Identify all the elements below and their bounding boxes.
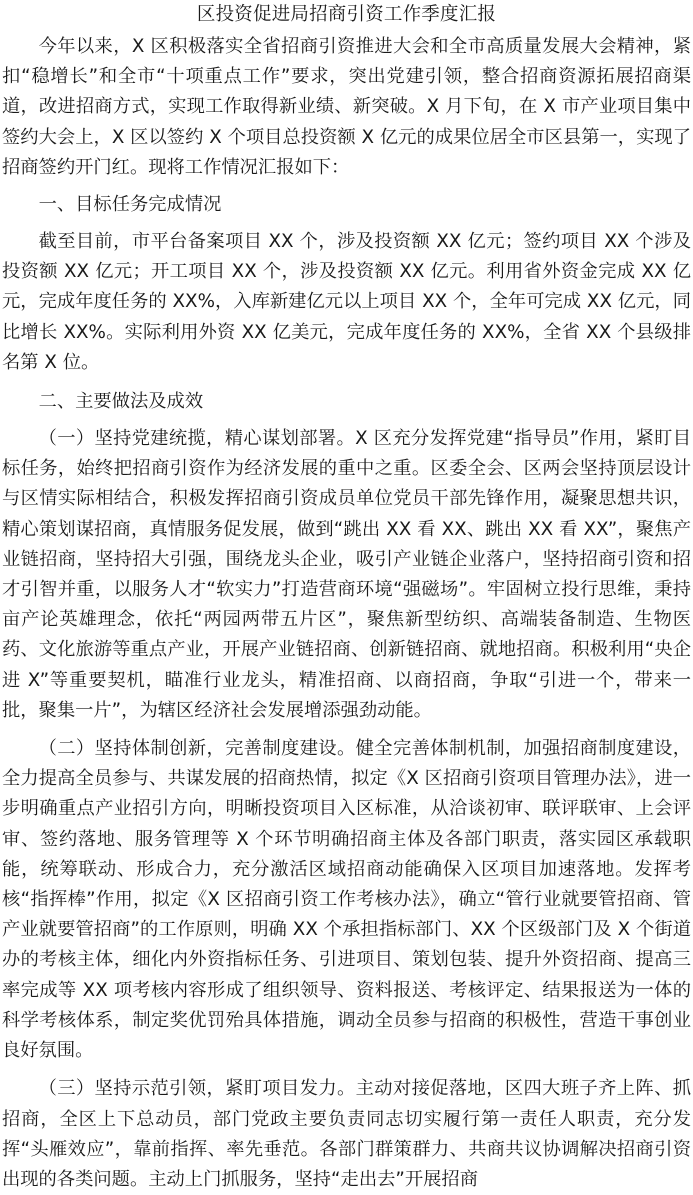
measure-item-institutional-innovation: （二）坚持体制创新，完善制度建设。健全完善体制机制，加强招商制度建设，全力提高全员参与、共谋发展的招商热情，拟定《X 区招商引资项目管理办法》，进一步明确重点产业招引方向，明晰投资项目入区标准，从洽谈初审、联评联审、上会评审、签约落地、服务管理等 X 个环节明确招商主体及各部门职责，落实园区承载职能，统筹联动、形成合力，充分激活区域招商动能确保入区项目加速落地。发挥考核“指挥棒”作用，拟定《X 区招商引资工作考核办法》，确立“管行业就要管招商、管产业就要管招商”的工作原则，明确 XX 个承担指标部门、XX 个区级部门及 X 个街道办的考核主体，细化内外资指标任务、引进项目、策划包装、提升外资招商、提高三率完成等 XX 项考核内容形成了组织领导、资料报送、考核评定、结果报送为一体的科学考核体系，制定奖优罚殆具体措施，调动全员参与招商的积极性，营造干事创业良好氛围。 <box>2 738 691 1062</box>
document-title: 区投资促进局招商引资工作季度汇报 <box>196 4 497 25</box>
section-heading-measures: 二、主要做法及成效 <box>38 391 204 413</box>
section-heading-targets: 一、目标任务完成情况 <box>38 194 222 216</box>
intro-paragraph: 今年以来，X 区积极落实全省招商引资推进大会和全市高质量发展大会精神，紧扣“稳增长”和全市“十项重点工作”要求，突出党建引领，整合招商资源拓展招商渠道，改进招商方式，实现工作取得新业绩、新突破。X 月下旬，在 X 市产业项目集中签约大会上，X 区以签约 X 个项目总投资额 X 亿元的成果位居全市区县第一，实现了招商签约开门红。现将工作情况汇报如下： <box>2 36 691 178</box>
targets-paragraph: 截至目前，市平台备案项目 XX 个，涉及投资额 XX 亿元；签约项目 XX 个涉及投资额 XX 亿元；开工项目 XX 个，涉及投资额 XX 亿元。利用省外资金完成 XX 亿元，完成年度任务的 XX%，入库新建亿元以上项目 XX 个，全年可完成 XX 亿元，同比增长 XX%。实际利用外资 XX 亿美元，完成年度任务的 XX%，全省 XX 个县级排名第 X 位。 <box>2 231 691 373</box>
measure-item-demonstration: （三）坚持示范引领，紧盯项目发力。主动对接促落地，区四大班子齐上阵、抓招商，全区上下总动员，部门党政主要负责同志切实履行第一责任人职责，充分发挥“头雁效应”，靠前指挥、率先垂范。各部门群策群力、共商共议协调解决招商引资出现的各类问题。主动上门抓服务，坚持“走出去”开展招商 <box>2 1078 691 1190</box>
measure-item-party-building: （一）坚持党建统揽，精心谋划部署。X 区充分发挥党建“指导员”作用，紧盯目标任务，始终把招商引资作为经济发展的重中之重。区委全会、区两会坚持顶层设计与区情实际相结合，积极发挥招商引资成员单位党员干部先锋作用，凝聚思想共识，精心策划谋招商，真情服务促发展，做到“跳出 XX 看 XX、跳出 XX 看 XX”，聚焦产业链招商，坚持招大引强，围绕龙头企业，吸引产业链企业落户，坚持招商引资和招才引智并重，以服务人才“软实力”打造营商环境“强磁场”。牢固树立投行思维，秉持亩产论英雄理念，依托“两园两带五片区”，聚焦新型纺织、高端装备制造、生物医药、文化旅游等重点产业，开展产业链招商、创新链招商、就地招商。积极利用“央企进 X”等重要契机，瞄准行业龙头，精准招商、以商招商，争取“引进一个，带来一批，聚集一片”，为辖区经济社会发展增添强劲动能。 <box>2 428 691 721</box>
